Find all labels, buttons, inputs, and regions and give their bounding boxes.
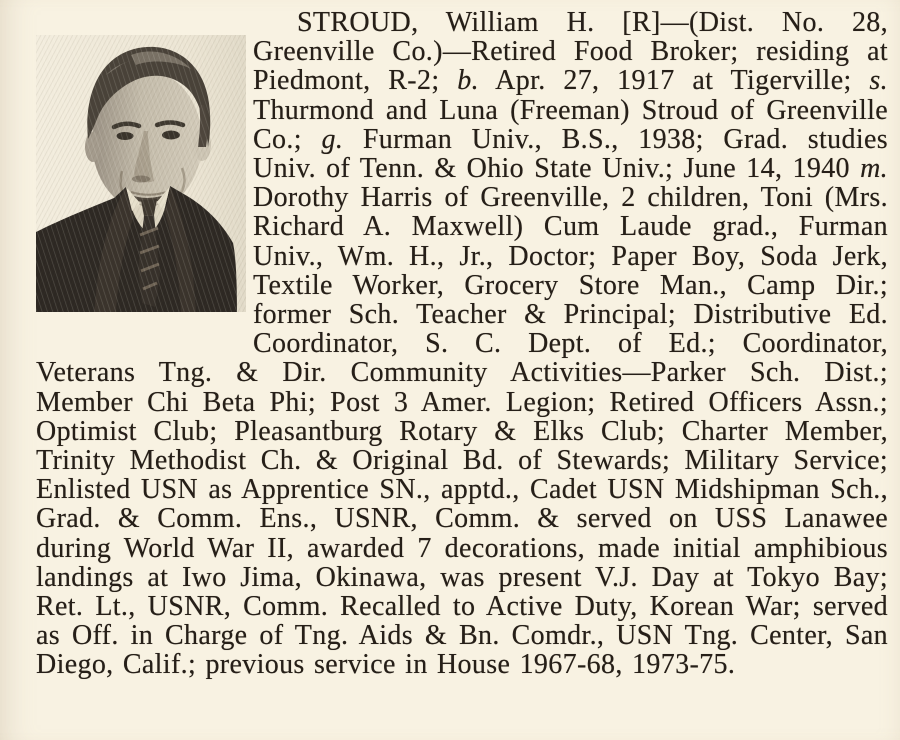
bio-abbrev-italic: g. (321, 123, 344, 155)
bio-segment: Furman Univ., B.S., 1938; Grad. studies Univ. of Tenn. & Ohio State Univ.; June 14, 1940 (253, 123, 888, 185)
portrait-photo-frame (36, 8, 253, 353)
bio-abbrev-italic: s. (869, 65, 888, 97)
bio-abbrev-italic: b. (457, 65, 479, 97)
bio-abbrev-italic: m. (860, 153, 888, 185)
bio-segment: Dorothy Harris of Greenville, 2 children, Toni (Mrs. Richard A. Maxwell) Cum Laude grad., Furman Univ., Wm. H., Jr., Doctor; Paper Boy, Soda Jerk, Textile Worker, Grocery Store Man., Camp Dir.; former Sch. Teacher & Principal; Distributive Ed. Coordinator, S. C. Dept. of Ed.; Coordinator, Veterans Tng. & Dir. Community Activities—Parker Sch. Dist.; Member Chi Beta Phi; Post 3 Amer. Legion; Retired Officers Assn.; Optimist Club; Pleasantburg Rotary & Elks Club; Charter Member, Trinity Methodist Ch. & Original Bd. of Stewards; Military Service; Enlisted USN as Apprentice SN., apptd., Cadet USN Midshipman Sch., Grad. & Comm. Ens., USNR, Comm. & served on USS Lanawee during World War II, awarded 7 decorations, made initial amphibious landings at Iwo Jima, Okinawa, was present V.J. Day at Tokyo Bay; Ret. Lt., USNR, Comm. Recalled to Active Duty, Korean War; served as Off. in Charge of Tng. Aids & Bn. Comdr., USN Tng. Center, San Diego, Calif.; previous service in House 1967-68, 1973-75. (36, 182, 888, 681)
bio-segment: Apr. 27, 1917 at Tigerville; (478, 65, 870, 97)
portrait-photo (36, 35, 246, 312)
bio-segment: STROUD, William H. [R]—(Dist. No. 28, Greenville Co.)—Retired Food Broker; residing at Piedmont, R-2; (253, 7, 888, 97)
bio-segment: Thurmond and Luna (Freeman) Stroud of Greenville Co.; (253, 94, 888, 155)
